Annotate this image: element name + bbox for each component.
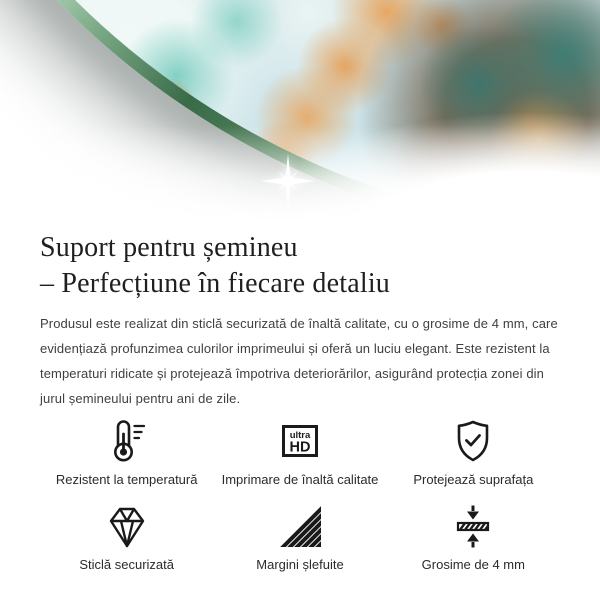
feature-temperature <box>40 417 213 488</box>
feature-label: Grosime de 4 mm <box>421 557 525 572</box>
polished-edges-icon <box>276 502 324 550</box>
ultra-hd-icon <box>276 417 324 465</box>
feature-polished-edges <box>213 502 386 573</box>
feature-label: Sticlă securizată <box>79 557 174 572</box>
feature-print-quality <box>213 417 386 488</box>
hero-product-image <box>0 0 600 228</box>
sparkle-glint-icon <box>259 152 317 210</box>
diamond-icon <box>103 502 151 550</box>
feature-grid <box>40 417 560 573</box>
product-description-section <box>0 228 600 573</box>
feature-thickness <box>387 502 560 573</box>
product-description-text: Produsul este realizat din sticlă securizată de înaltă calitate, cu o grosime de 4 mm, care evidențiază profunzimea culorilor imprimeului și oferă un luciu elegant. Este rezistent la temperaturi ridicate și protejează împotriva deteriorărilor, asigurând protecția zonei din jurul șemineului pentru ani de zile. <box>40 316 558 406</box>
ultra-text: ultra <box>289 430 311 441</box>
feature-label: Margini șlefuite <box>256 557 344 572</box>
feature-protects-surface <box>387 417 560 488</box>
shield-check-icon <box>449 417 497 465</box>
page-title-line2: – Perfecțiune în fiecare detaliu <box>40 268 391 299</box>
feature-tempered-glass <box>40 502 213 573</box>
page-title <box>40 230 560 302</box>
feature-label: Protejează suprafața <box>413 472 534 487</box>
feature-label: Rezistent la temperatură <box>55 472 198 487</box>
hd-text: HD <box>289 439 311 456</box>
feature-label: Imprimare de înaltă calitate <box>221 472 379 487</box>
thickness-icon <box>449 502 497 550</box>
page-title-line1: Suport pentru șemineu <box>40 232 298 263</box>
thermometer-icon <box>103 417 151 465</box>
